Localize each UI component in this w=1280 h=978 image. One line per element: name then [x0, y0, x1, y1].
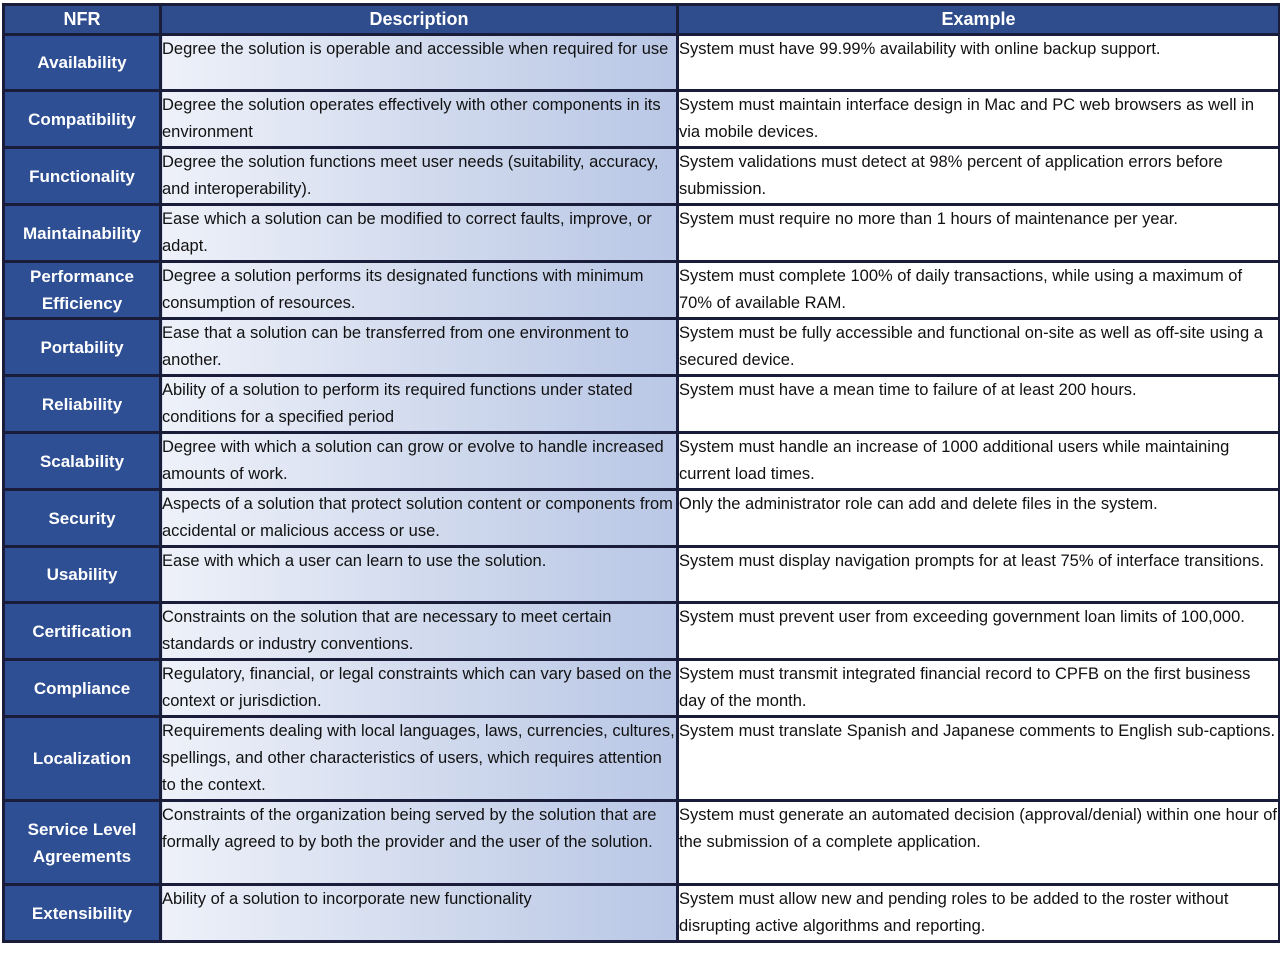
table-row: [4, 660, 1280, 717]
nfr-name: Functionality: [4, 148, 161, 205]
nfr-description: Ability of a solution to incorporate new functionality: [161, 885, 678, 942]
nfr-description: Degree a solution performs its designated functions with minimum consumption of resources.: [161, 262, 678, 319]
table-row: [4, 490, 1280, 547]
nfr-name: Reliability: [4, 376, 161, 433]
header-description: Description: [161, 5, 678, 35]
nfr-description: Aspects of a solution that protect solution content or components from accidental or malicious access or use.: [161, 490, 678, 547]
nfr-example: System must transmit integrated financial record to CPFB on the first business day of the month.: [678, 660, 1280, 717]
nfr-example: System must prevent user from exceeding government loan limits of 100,000.: [678, 603, 1280, 660]
table-row: [4, 433, 1280, 490]
nfr-name: Service Level Agreements: [4, 801, 161, 885]
nfr-description: Degree the solution is operable and accessible when required for use: [161, 35, 678, 91]
nfr-description: Degree the solution operates effectively with other components in its environment: [161, 91, 678, 148]
header-example: Example: [678, 5, 1280, 35]
nfr-name: Extensibility: [4, 885, 161, 942]
header-nfr: NFR: [4, 5, 161, 35]
nfr-example: System must have a mean time to failure of at least 200 hours.: [678, 376, 1280, 433]
nfr-name: Scalability: [4, 433, 161, 490]
nfr-description: Constraints of the organization being served by the solution that are formally agreed to by both the provider and the user of the solution.: [161, 801, 678, 885]
nfr-name: Localization: [4, 717, 161, 801]
nfr-table: [2, 3, 1280, 943]
nfr-example: System must complete 100% of daily transactions, while using a maximum of 70% of available RAM.: [678, 262, 1280, 319]
table-row: [4, 801, 1280, 885]
nfr-example: System must handle an increase of 1000 additional users while maintaining current load times.: [678, 433, 1280, 490]
nfr-example: System must translate Spanish and Japanese comments to English sub-captions.: [678, 717, 1280, 801]
nfr-example: System validations must detect at 98% percent of application errors before submission.: [678, 148, 1280, 205]
nfr-description: Requirements dealing with local languages, laws, currencies, cultures, spellings, and other characteristics of users, which requires attention to the context.: [161, 717, 678, 801]
nfr-name: Availability: [4, 35, 161, 91]
nfr-name: Performance Efficiency: [4, 262, 161, 319]
table-row: [4, 717, 1280, 801]
table-row: [4, 885, 1280, 942]
table-row: [4, 319, 1280, 376]
nfr-description: Ease which a solution can be modified to correct faults, improve, or adapt.: [161, 205, 678, 262]
table-row: [4, 603, 1280, 660]
nfr-name: Certification: [4, 603, 161, 660]
nfr-example: System must be fully accessible and functional on-site as well as off-site using a secured device.: [678, 319, 1280, 376]
nfr-example: System must display navigation prompts for at least 75% of interface transitions.: [678, 547, 1280, 603]
table-row: [4, 262, 1280, 319]
table-row: [4, 547, 1280, 603]
nfr-description: Ease with which a user can learn to use the solution.: [161, 547, 678, 603]
nfr-name: Maintainability: [4, 205, 161, 262]
nfr-description: Degree with which a solution can grow or evolve to handle increased amounts of work.: [161, 433, 678, 490]
nfr-description: Ease that a solution can be transferred from one environment to another.: [161, 319, 678, 376]
table-row: [4, 376, 1280, 433]
table-row: [4, 148, 1280, 205]
nfr-name: Security: [4, 490, 161, 547]
nfr-description: Degree the solution functions meet user needs (suitability, accuracy, and interoperability).: [161, 148, 678, 205]
table-row: [4, 205, 1280, 262]
table-row: [4, 35, 1280, 91]
nfr-example: Only the administrator role can add and delete files in the system.: [678, 490, 1280, 547]
nfr-description: Regulatory, financial, or legal constraints which can vary based on the context or jurisdiction.: [161, 660, 678, 717]
nfr-example: System must allow new and pending roles to be added to the roster without disrupting active algorithms and reporting.: [678, 885, 1280, 942]
nfr-example: System must have 99.99% availability with online backup support.: [678, 35, 1280, 91]
nfr-name: Usability: [4, 547, 161, 603]
nfr-example: System must require no more than 1 hours of maintenance per year.: [678, 205, 1280, 262]
table-row: [4, 91, 1280, 148]
nfr-name: Portability: [4, 319, 161, 376]
nfr-name: Compliance: [4, 660, 161, 717]
nfr-example: System must generate an automated decision (approval/denial) within one hour of the submission of a complete application.: [678, 801, 1280, 885]
nfr-description: Ability of a solution to perform its required functions under stated conditions for a specified period: [161, 376, 678, 433]
nfr-name: Compatibility: [4, 91, 161, 148]
header-row: [4, 5, 1280, 35]
nfr-description: Constraints on the solution that are necessary to meet certain standards or industry conventions.: [161, 603, 678, 660]
nfr-example: System must maintain interface design in Mac and PC web browsers as well in via mobile devices.: [678, 91, 1280, 148]
